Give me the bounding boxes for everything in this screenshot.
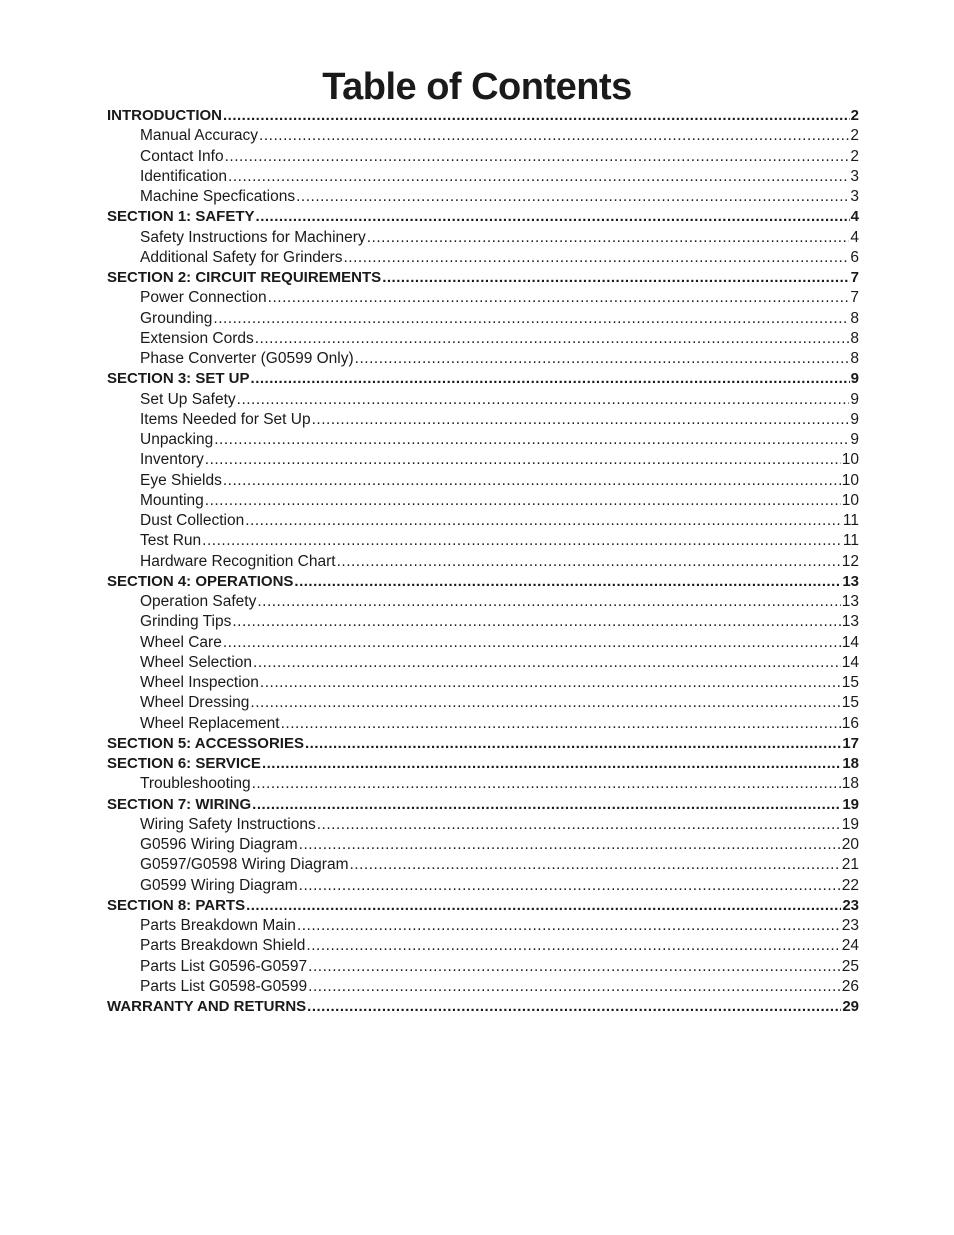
dot-leader — [382, 268, 849, 288]
toc-entry-label: SECTION 7: WIRING — [107, 795, 252, 813]
dot-leader — [312, 410, 850, 430]
toc-page-number: 23 — [841, 917, 859, 934]
dot-leader — [308, 957, 841, 977]
toc-subentry — [107, 430, 859, 450]
toc-subentry — [107, 876, 859, 896]
toc-subentry — [107, 126, 859, 146]
dot-leader — [343, 248, 849, 268]
toc-page-number: 7 — [850, 269, 859, 286]
toc-page-number: 11 — [842, 532, 859, 550]
toc-subentry — [107, 592, 859, 612]
toc-entry-label: SECTION 4: OPERATIONS — [107, 572, 294, 590]
toc-entry-label: Wheel Care — [140, 633, 222, 651]
toc-entry-label: Additional Safety for Grinders — [140, 248, 343, 266]
toc-entry-label: SECTION 8: PARTS — [107, 896, 246, 914]
toc-page-number: 20 — [841, 836, 859, 853]
toc-page-number: 14 — [841, 653, 859, 671]
toc-subentry — [107, 248, 859, 268]
dot-leader — [245, 511, 842, 531]
dot-leader — [260, 673, 841, 693]
toc-subentry — [107, 491, 859, 511]
toc-page-number: 12 — [841, 552, 859, 570]
toc-page-number: 14 — [841, 633, 859, 651]
dot-leader — [205, 491, 841, 511]
toc-page-number: 10 — [841, 471, 859, 489]
dot-leader — [281, 714, 841, 734]
toc-subentry — [107, 511, 859, 531]
dot-leader — [259, 126, 849, 146]
toc-section-entry — [107, 795, 859, 815]
toc-page-number: 8 — [850, 329, 859, 347]
dot-leader — [367, 228, 850, 248]
dot-leader — [228, 167, 849, 187]
toc-page-number: 15 — [841, 694, 859, 712]
toc-entry-label: Items Needed for Set Up — [140, 410, 311, 428]
toc-subentry — [107, 167, 859, 187]
toc-entry-label: WARRANTY AND RETURNS — [107, 998, 307, 1015]
dot-leader — [225, 147, 850, 167]
toc-subentry — [107, 977, 859, 997]
toc-section-entry — [107, 268, 859, 288]
toc-page-number: 22 — [841, 876, 859, 894]
toc-page-number: 3 — [850, 167, 859, 185]
dot-leader — [246, 896, 841, 916]
toc-entry-label: Parts List G0596-G0597 — [140, 957, 308, 975]
dot-leader — [223, 106, 850, 126]
dot-leader — [232, 612, 840, 632]
dot-leader — [205, 450, 841, 470]
toc-section-entry — [107, 207, 859, 227]
toc-page-number: 9 — [850, 431, 859, 448]
toc-page-number: 13 — [841, 613, 859, 631]
toc-page-number: 19 — [842, 795, 859, 813]
toc-entry-label: Dust Collection — [140, 512, 245, 529]
toc-entry-label: Wheel Replacement — [140, 714, 280, 732]
toc-subentry — [107, 450, 859, 470]
toc-entry-label: Operation Safety — [140, 593, 257, 610]
toc-subentry — [107, 471, 859, 491]
toc-entry-label: Test Run — [140, 532, 202, 550]
toc-subentry — [107, 531, 859, 551]
toc-page-number: 8 — [850, 309, 859, 327]
dot-leader — [257, 592, 840, 612]
toc-subentry — [107, 349, 859, 369]
toc-page-number: 16 — [841, 714, 859, 732]
dot-leader — [294, 572, 841, 592]
toc-page-number: 25 — [841, 957, 859, 975]
toc-entry-label: G0597/G0598 Wiring Diagram — [140, 856, 349, 874]
toc-subentry — [107, 855, 859, 875]
toc-subentry — [107, 693, 859, 713]
dot-leader — [202, 531, 842, 551]
toc-entry-label: Wheel Selection — [140, 653, 253, 671]
toc-page-number: 10 — [841, 451, 859, 469]
toc-entry-label: Inventory — [140, 451, 204, 469]
toc-subentry — [107, 835, 859, 855]
dot-leader — [268, 288, 850, 308]
toc-subentry — [107, 147, 859, 167]
dot-leader — [306, 936, 840, 956]
toc-page-number: 4 — [850, 228, 859, 246]
dot-leader — [299, 835, 841, 855]
toc-page-number: 13 — [842, 572, 859, 590]
toc-page-number: 21 — [841, 856, 859, 874]
toc-page-number: 15 — [841, 674, 859, 691]
toc-entry-label: SECTION 6: SERVICE — [107, 755, 261, 772]
toc-entry-label: Identification — [140, 167, 228, 185]
dot-leader — [297, 916, 841, 936]
dot-leader — [252, 795, 841, 815]
toc-page-number: 11 — [842, 512, 859, 529]
toc-entry-label: Troubleshooting — [140, 775, 251, 793]
toc-entry-label: Wheel Dressing — [140, 694, 250, 712]
page-title: Table of Contents — [322, 66, 632, 108]
toc-page-number: 3 — [850, 188, 859, 205]
toc-entry-label: G0599 Wiring Diagram — [140, 876, 298, 894]
toc-subentry — [107, 187, 859, 207]
dot-leader — [223, 471, 841, 491]
dot-leader — [250, 693, 840, 713]
toc-subentry — [107, 815, 859, 835]
toc-subentry — [107, 916, 859, 936]
dot-leader — [252, 774, 841, 794]
dot-leader — [299, 876, 841, 896]
toc-entry-label: SECTION 2: CIRCUIT REQUIREMENTS — [107, 269, 382, 286]
toc-page-number: 6 — [850, 248, 859, 266]
toc-subentry — [107, 329, 859, 349]
toc-page-number: 18 — [841, 775, 859, 793]
dot-leader — [237, 390, 850, 410]
toc-page-number: 24 — [841, 937, 859, 955]
toc-entry-label: SECTION 1: SAFETY — [107, 208, 255, 226]
dot-leader — [296, 187, 849, 207]
toc-entry-label: Hardware Recognition Chart — [140, 552, 336, 570]
toc-page-number: 17 — [842, 734, 859, 752]
toc-entry-label: Extension Cords — [140, 329, 254, 347]
toc-page-number: 18 — [842, 755, 859, 772]
toc-entry-label: Set Up Safety — [140, 390, 236, 408]
toc-entry-label: INTRODUCTION — [107, 107, 222, 124]
toc-section-entry — [107, 106, 859, 126]
toc-list — [107, 106, 859, 1017]
dot-leader — [255, 329, 850, 349]
toc-entry-label: Grinding Tips — [140, 613, 232, 631]
toc-subentry — [107, 309, 859, 329]
dot-leader — [350, 855, 841, 875]
toc-entry-label: Mounting — [140, 491, 204, 509]
toc-page-number: 8 — [850, 350, 859, 367]
toc-page-number: 29 — [842, 998, 859, 1015]
toc-subentry — [107, 774, 859, 794]
dot-leader — [317, 815, 841, 835]
toc-subentry — [107, 714, 859, 734]
toc-subentry — [107, 552, 859, 572]
dot-leader — [355, 349, 850, 369]
toc-entry-label: Grounding — [140, 309, 213, 327]
toc-entry-label: Manual Accuracy — [140, 127, 259, 145]
toc-entry-label: Phase Converter (G0599 Only) — [140, 350, 354, 367]
toc-entry-label: G0596 Wiring Diagram — [140, 836, 298, 853]
toc-page-number: 9 — [850, 410, 859, 428]
toc-entry-label: Eye Shields — [140, 471, 222, 489]
toc-page-number: 4 — [850, 208, 859, 226]
dot-leader — [262, 754, 841, 774]
toc-entry-label: Wheel Inspection — [140, 674, 259, 691]
dot-leader — [213, 309, 849, 329]
toc-section-entry — [107, 734, 859, 754]
toc-entry-label: Machine Specfications — [140, 188, 296, 205]
toc-subentry — [107, 957, 859, 977]
toc-section-entry — [107, 572, 859, 592]
toc-page-number: 23 — [842, 896, 859, 914]
toc-section-entry — [107, 997, 859, 1017]
dot-leader — [305, 734, 841, 754]
toc-page-number: 26 — [841, 977, 859, 995]
dot-leader — [308, 977, 841, 997]
toc-subentry — [107, 936, 859, 956]
toc-subentry — [107, 653, 859, 673]
toc-subentry — [107, 612, 859, 632]
dot-leader — [256, 207, 850, 227]
toc-page-number: 9 — [850, 370, 859, 388]
toc-page-number: 7 — [850, 289, 859, 307]
toc-entry-label: Power Connection — [140, 289, 267, 307]
dot-leader — [223, 633, 841, 653]
toc-page-number: 10 — [841, 491, 859, 509]
dot-leader — [307, 997, 841, 1017]
toc-page-number: 2 — [850, 127, 859, 145]
dot-leader — [251, 369, 850, 389]
toc-page-number: 19 — [841, 815, 859, 833]
toc-entry-label: Parts List G0598-G0599 — [140, 977, 308, 995]
toc-entry-label: Parts Breakdown Shield — [140, 937, 306, 955]
dot-leader — [337, 552, 841, 572]
toc-page-number: 2 — [850, 147, 859, 165]
toc-entry-label: Safety Instructions for Machinery — [140, 228, 366, 246]
toc-page-number: 9 — [850, 390, 859, 408]
toc-subentry — [107, 673, 859, 693]
toc-subentry — [107, 410, 859, 430]
dot-leader — [253, 653, 841, 673]
toc-section-entry — [107, 754, 859, 774]
toc-entry-label: Parts Breakdown Main — [140, 917, 296, 934]
toc-subentry — [107, 390, 859, 410]
dot-leader — [214, 430, 849, 450]
toc-entry-label: SECTION 5: ACCESSORIES — [107, 734, 304, 752]
toc-entry-label: SECTION 3: SET UP — [107, 370, 250, 388]
toc-subentry — [107, 228, 859, 248]
toc-subentry — [107, 633, 859, 653]
toc-entry-label: Unpacking — [140, 431, 214, 448]
toc-subentry — [107, 288, 859, 308]
toc-section-entry — [107, 896, 859, 916]
toc-page-number: 13 — [841, 593, 859, 610]
toc-entry-label: Wiring Safety Instructions — [140, 815, 316, 833]
toc-entry-label: Contact Info — [140, 147, 224, 165]
toc-section-entry — [107, 369, 859, 389]
toc-page-number: 2 — [850, 107, 859, 124]
